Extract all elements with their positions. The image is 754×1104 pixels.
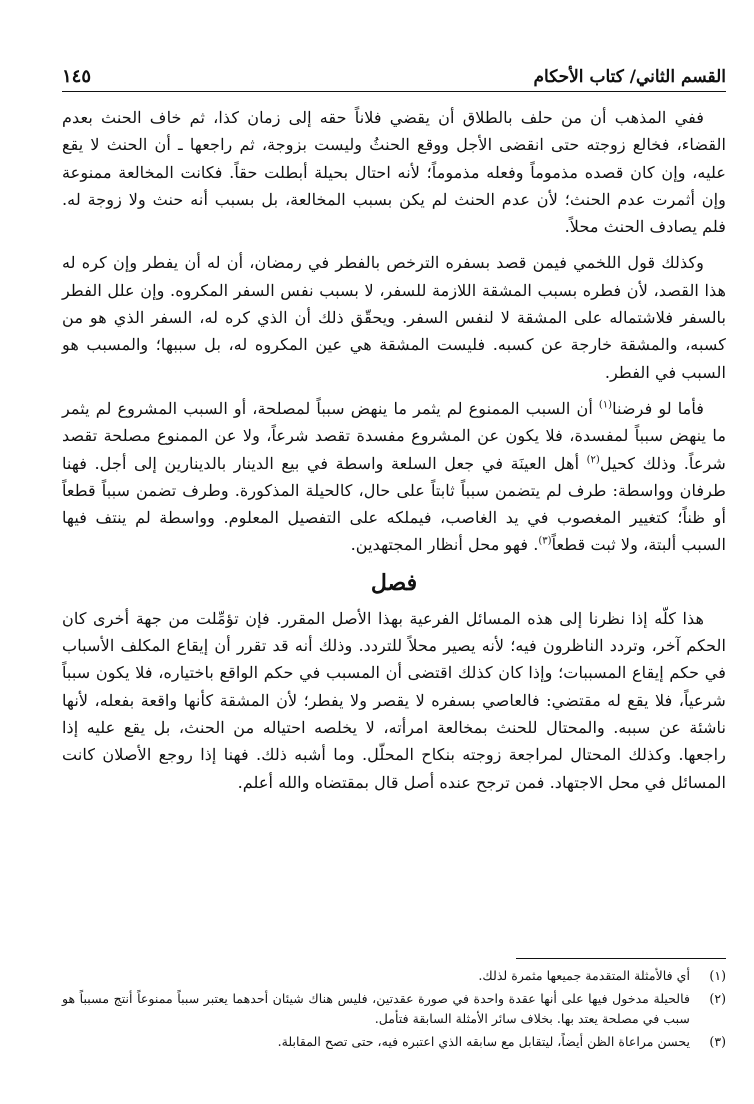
- footnote: [62, 1032, 726, 1053]
- footnote-ref-1: (١): [598, 399, 613, 411]
- footnote-text: يحسن مراعاة الظن أيضاً، ليتقابل مع سابقه الذي اعتبره فيه، حتى تصح المقابلة.: [277, 1033, 690, 1049]
- footnote-ref-2: (٢): [586, 454, 600, 466]
- footnote-text: فالحيلة مدخول فيها على أنها عقدة واحدة في صورة عقدتين، فليس هناك شيئان أحدهما يعتبر سبباً ممنوعاً أنتج مسبباً هو سبب في مصلحة يعتد بها. بخلاف سائر الأمثلة السابقة فتأمل.: [62, 990, 690, 1026]
- section-heading: فصل: [370, 569, 418, 596]
- running-title: القسم الثاني/ كتاب الأحكام: [533, 67, 726, 87]
- page-number: ١٤٥: [62, 66, 92, 87]
- footnote-number: (٣): [709, 1033, 726, 1049]
- footnote-number: (٢): [709, 990, 726, 1006]
- paragraph-3: [62, 395, 726, 559]
- paragraph-3-part-3: أهل العينَة في جعل السلعة واسطة في بيع الدينار بالدينارين إلى أجل. فهنا طرفان وواسطة: طرف لم يتضمن سبباً ثابتاً على حال، كالحيلة المذكورة. وطرف تضمن سبباً قطعاً أو ظناً؛ كتغيير المغصوب في يد الغاصب، فيملكه على التفصيل المعلوم. وواسطة لم ينتف فيها السبب ألبتة، ولا ثبت قطعاً: [62, 453, 726, 555]
- page-header: [62, 62, 726, 92]
- footnote-ref-3: (٣): [538, 536, 552, 548]
- paragraph-2: وكذلك قول اللخمي فيمن قصد بسفره الترخص بالفطر في رمضان، أن له أن يفطر وإن كره له هذا القصد، لأن فطره بسبب المشقة اللازمة للسفر، لا بسبب نفس السفر المكروه. وإن علل الفطر بالسفر فلاشتماله على المشقة لا لنفس السفر. ويحقّق ذلك أن الذي كره له، السفر الذي هو من كسبه، والمشقة خارجة عن كسبه. فليست المشقة هي عين المكروه له، بل سببها؛ والمسبب هو السبب في الفطر.: [62, 253, 726, 382]
- footnote-separator: [516, 958, 726, 959]
- section-paragraph: هذا كلّه إذا نظرنا إلى هذه المسائل الفرعية بهذا الأصل المقرر. فإن تؤمِّلت من جهة أخرى كان الحكم آخر، وتردد الناظرون فيه؛ لأنه يصير محلاً للتردد. وذلك أنه قد تقرر أن إيقاع المكلف الأسباب في حكم إيقاع المسببات؛ وإذا كان كذلك اقتضى أن المسبب في حكم الواقع باختياره، فلا يكون سبباً شرعياً، فلا يقع له مقتضي: فالعاصي بسفره لا يقصر ولا يفطر؛ لأن المشقة كأنها واقعة بفعله، لأنها ناشئة عن سببه. والمحتال للحنث بمخالعة امرأته، لا يخلصه احتياله من الحنث، بل يقع عليه إذا راجعها. وكذلك المحتال لمراجعة زوجته بنكاح المحلّل. وما أشبه ذلك. فهنا إذا روجع الأصلان كانت المسائل في محل الاجتهاد. فمن ترجح عنده أصل قال بمقتضاه والله أعلم.: [62, 608, 726, 792]
- paragraph-3-part-2: أن السبب الممنوع لم يثمر ما ينهض سبباً لمصلحة، أو السبب المشروع لم يثمر ما ينهض سبباً لمفسدة، فلا يكون عن المشروع مفسدة تقصد شرعاً، ولا عن الممنوع مصلحة تقصد شرعاً. وذلك كحيل: [62, 398, 726, 473]
- paragraph-1: ففي المذهب أن من حلف بالطلاق أن يقضي فلاناً حقه إلى زمان كذا، ثم خاف الحنث بعدم القضاء، فخالع زوجته حتى انقضى الأجل ووقع الحنثُ وليست بزوجة، ثم راجعها ـ أن الحنث لا يقع عليه، وإن كان قصده مذموماً وفعله مذموماً؛ لأنه احتال بحيلة أبطلت حقاً. فكانت المخالعة ممنوعة وإن أثمرت عدم الحنث؛ لأن عدم الحنث لم يكن بسبب المخالعة، بل بسبب أنه حنث ولا زوجة له. فلم يصادف الحنث محلاً.: [62, 108, 726, 237]
- footnote: [62, 966, 726, 987]
- footnote-text: أي فالأمثلة المتقدمة جميعها مثمرة لذلك.: [478, 968, 690, 983]
- footnote-number: (١): [709, 968, 726, 983]
- footnote: [62, 989, 726, 1030]
- paragraph-3-part-1: فأما لو فرضنا: [612, 398, 704, 418]
- main-text: [62, 104, 726, 796]
- paragraph-3-part-4: . فهو محل أنظار المجتهدين.: [350, 535, 539, 555]
- footnotes: [62, 966, 726, 1054]
